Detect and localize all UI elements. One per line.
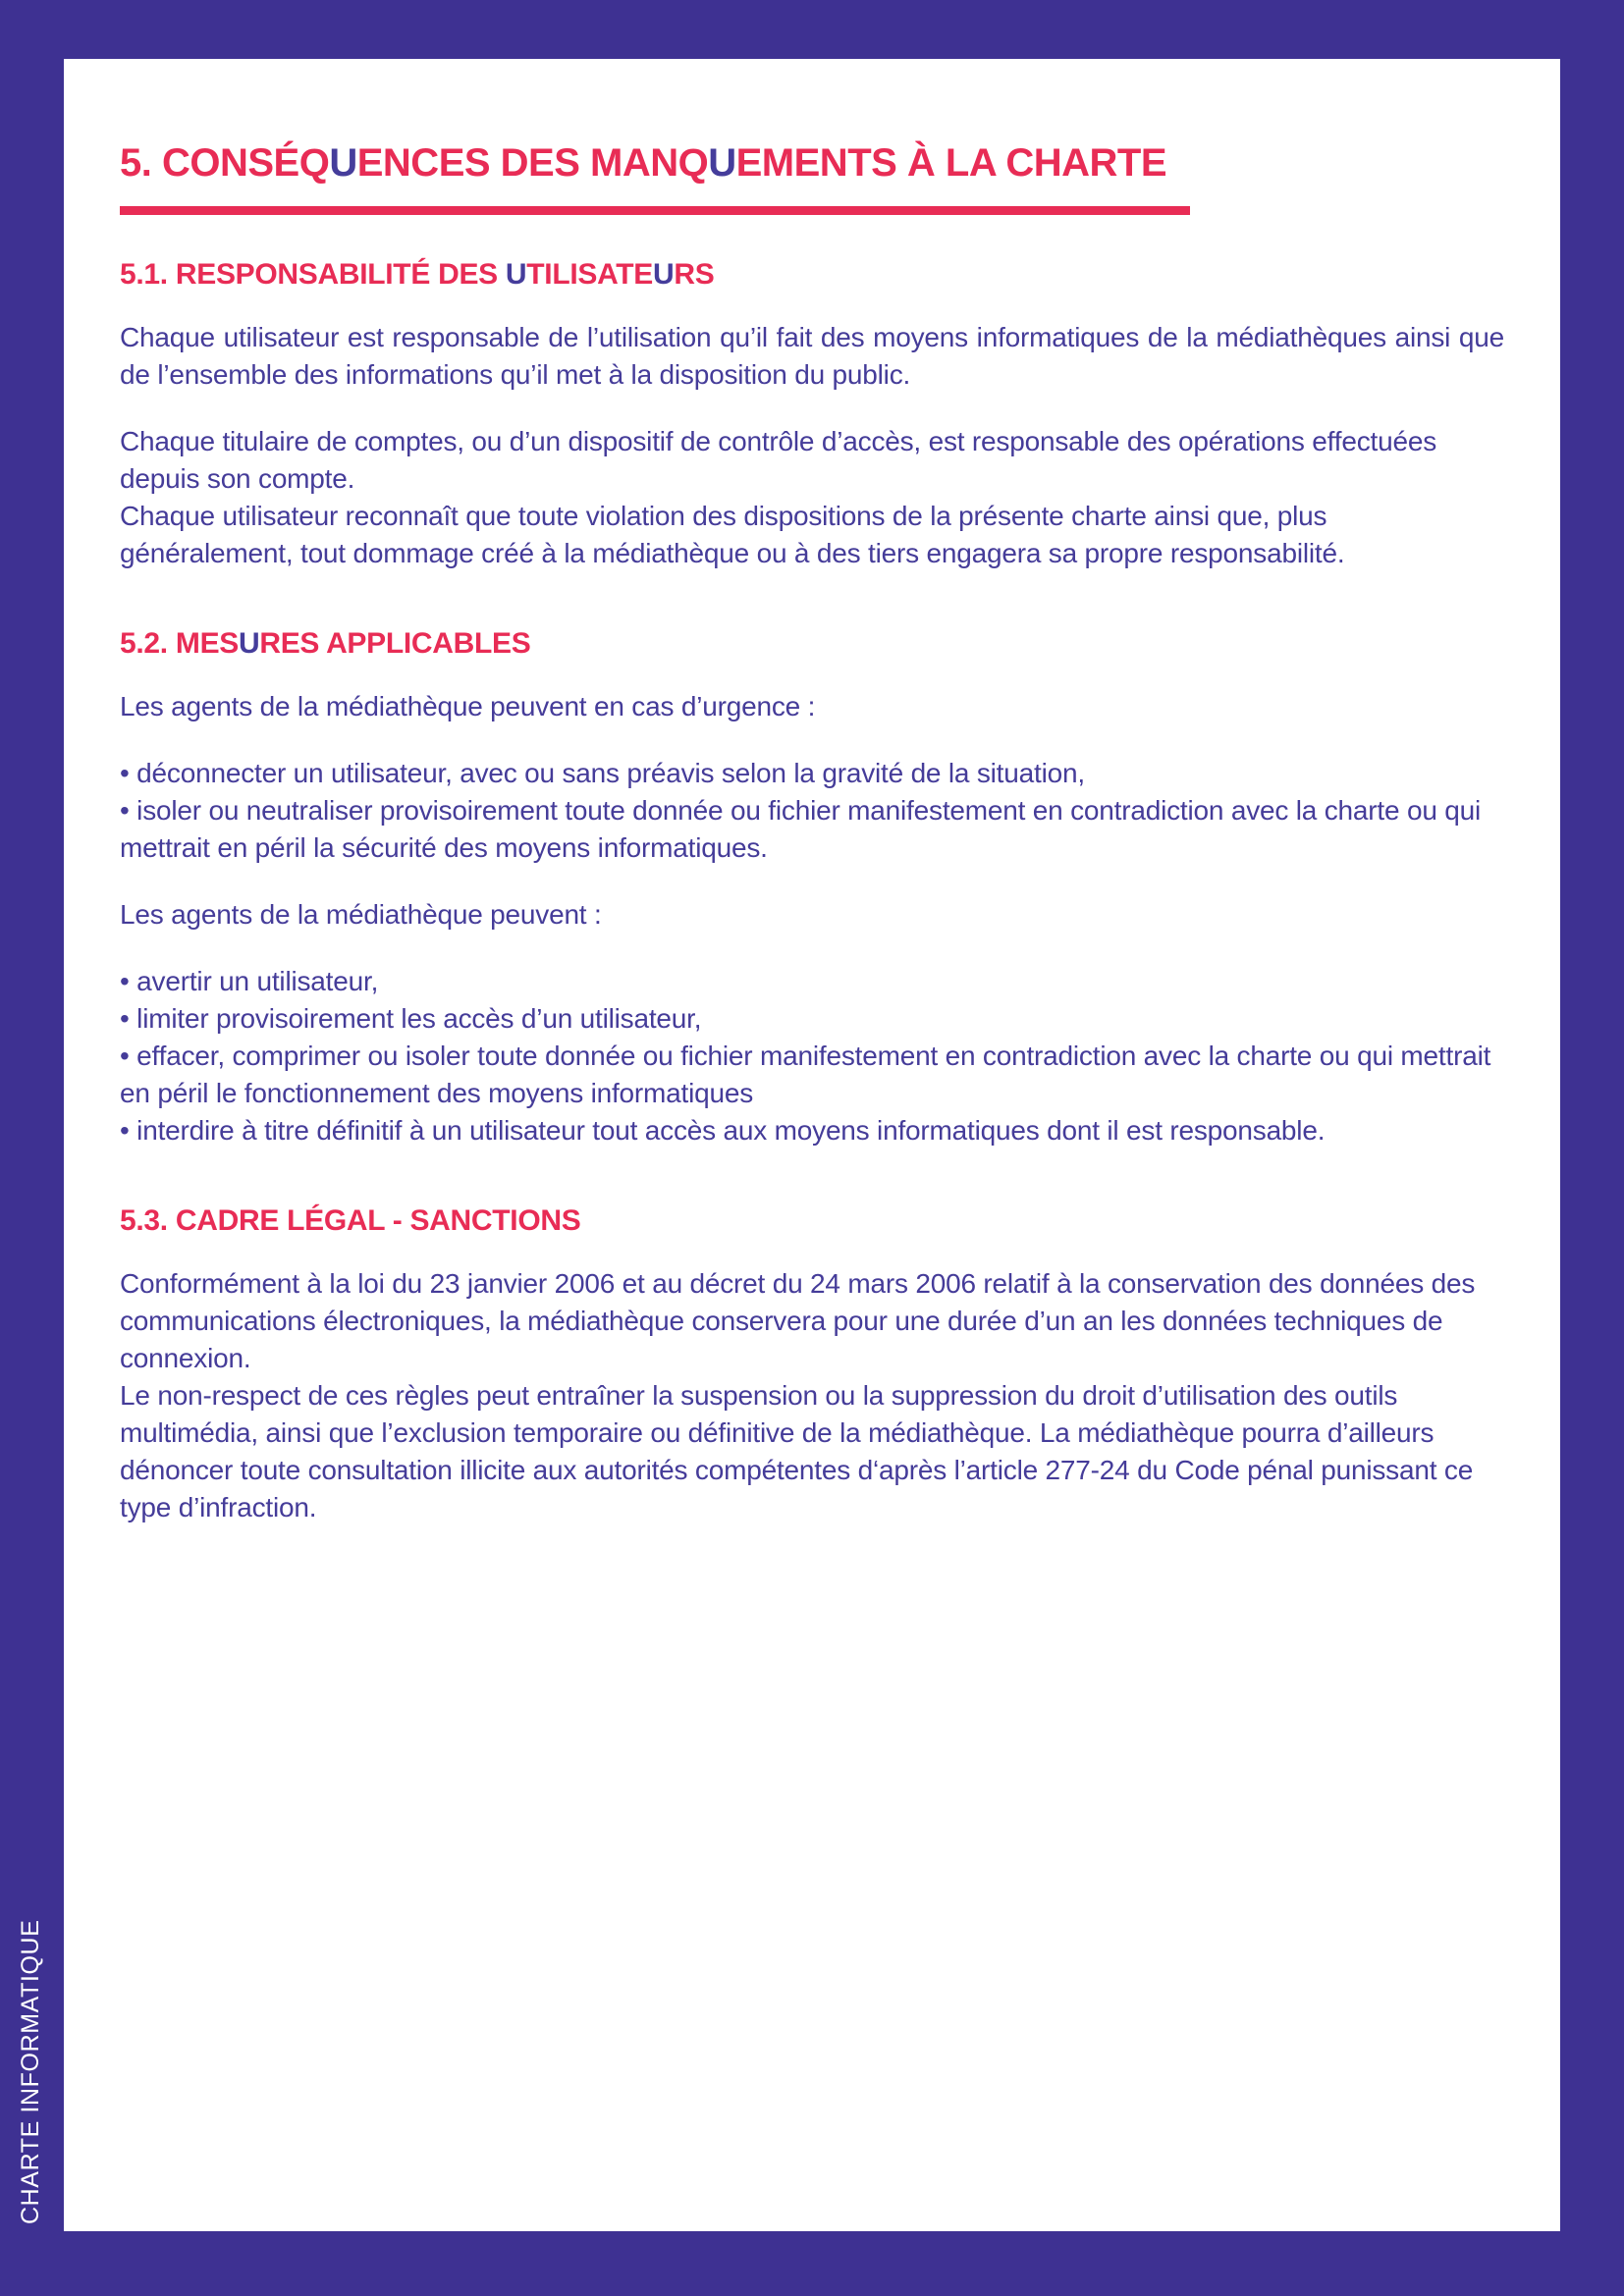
heading-segment: U: [329, 141, 357, 185]
paragraph: Les agents de la médiathèque peuvent en cas d’urgence :: [120, 691, 816, 721]
heading-segment: U: [708, 141, 736, 185]
heading-segment: 5. CONSÉQ: [120, 141, 330, 185]
heading-segment: U: [505, 258, 527, 291]
bullet-item: • déconnecter un utilisateur, avec ou sans préavis selon la gravité de la situation,: [120, 758, 1085, 788]
paragraph: Conformément à la loi du 23 janvier 2006 et au décret du 24 mars 2006 relatif à la conservation des données des communications électroniques, la médiathèque conservera pour une durée d’un an les données techniques de connexion.: [120, 1268, 1476, 1373]
page-title: [120, 141, 1504, 185]
heading-segment: TILISATE: [526, 258, 653, 291]
section-heading: [120, 258, 1504, 292]
bullet-item: • effacer, comprimer ou isoler toute donnée ou fichier manifestement en contradiction avec la charte ou qui mettrait en péril le fonctionnement des moyens informatiques: [120, 1041, 1491, 1108]
heading-segment: ENCES DES MANQ: [356, 141, 709, 185]
bullet-item: • avertir un utilisateur,: [120, 966, 379, 996]
bullet-item: • limiter provisoirement les accès d’un utilisateur,: [120, 1003, 702, 1034]
heading-segment: RS: [674, 258, 715, 291]
paragraph: Les agents de la médiathèque peuvent :: [120, 899, 602, 930]
section-heading: [120, 627, 1504, 661]
heading-segment: 5.2. MES: [120, 627, 239, 660]
section-52: [120, 627, 1504, 1149]
section-53: [120, 1204, 1504, 1526]
content-area: [64, 59, 1560, 2231]
bullet-item: • isoler ou neutraliser provisoirement toute donnée ou fichier manifestement en contradiction avec la charte ou qui mettrait en péril la sécurité des moyens informatiques.: [120, 795, 1482, 863]
heading-segment: 5.1. RESPONSABILITÉ DES: [120, 258, 506, 291]
document-body: [120, 258, 1504, 1526]
heading-segment: EMENTS À LA CHARTE: [735, 141, 1167, 185]
bullet-item: • interdire à titre définitif à un utilisateur tout accès aux moyens informatiques dont il est responsable.: [120, 1115, 1326, 1146]
heading-segment: RES APPLICABLES: [259, 627, 531, 660]
heading-segment: 5.3. CADRE LÉGAL - SANCTIONS: [120, 1204, 581, 1237]
section-heading: [120, 1204, 1504, 1238]
paragraph: Le non-respect de ces règles peut entraîner la suspension ou la suppression du droit d’utilisation des outils multimédia, ainsi que l’exclusion temporaire ou définitive de la médiathèque. La médiathèque pourra d’ailleurs dénoncer toute consultation illicite aux autorités compétentes d‘après l’article 277-24 du Code pénal punissant ce type d’infraction.: [120, 1380, 1474, 1522]
paragraph: Chaque utilisateur est responsable de l’utilisation qu’il fait des moyens informatiques de la médiathèques ainsi que de l’ensemble des informations qu’il met à la disposition du public.: [120, 322, 1504, 390]
heading-segment: U: [653, 258, 675, 291]
paragraph: Chaque titulaire de comptes, ou d’un dispositif de contrôle d’accès, est responsable des opérations effectuées depuis son compte.: [120, 426, 1436, 494]
section-51: [120, 258, 1504, 572]
title-underline: [120, 206, 1190, 215]
vertical-spine-label: CHARTE INFORMATIQUE: [17, 1919, 44, 2224]
paragraph: Chaque utilisateur reconnaît que toute violation des dispositions de la présente charte ainsi que, plus généralement, tout dommage créé à la médiathèque ou à des tiers engagera sa propre responsabilité.: [120, 501, 1345, 568]
heading-segment: U: [238, 627, 260, 660]
